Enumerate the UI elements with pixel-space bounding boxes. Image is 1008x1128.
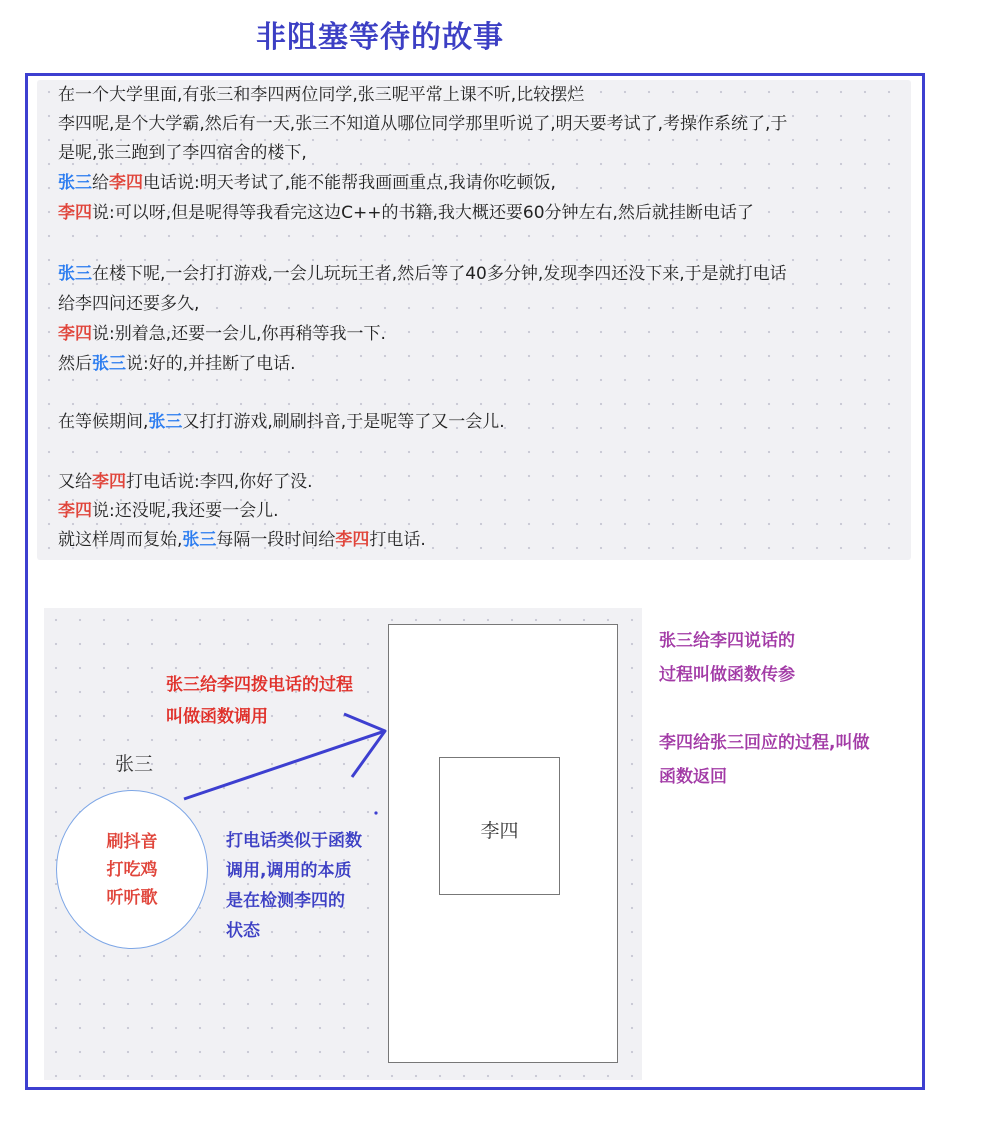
name-zhangsan: 张三 — [182, 530, 217, 550]
call-note-line: 张三给李四拨电话的过程 — [166, 675, 353, 695]
essence-note-line: 调用,调用的本质 — [226, 861, 352, 881]
name-lisi: 李四 — [109, 173, 143, 193]
text-span: 说:别着急,还要一会儿,你再稍等我一下. — [92, 324, 386, 344]
name-lisi: 李四 — [58, 501, 92, 521]
text-span: 然后 — [58, 354, 92, 374]
text-span: 在楼下呢,一会打打游戏,一会儿玩玩王者,然后等了40多分钟,发现李四还没下来,于是就打电话 — [92, 264, 787, 284]
text-span: 又打打游戏,刷刷抖音,于是呢等了又一会儿. — [182, 412, 505, 432]
essence-note — [226, 826, 362, 946]
param-note-line: 过程叫做函数传参 — [659, 665, 795, 685]
param-note — [659, 626, 795, 690]
lisi-label: 李四 — [480, 820, 519, 842]
name-zhangsan: 张三 — [92, 354, 126, 374]
call-arrow-line — [184, 731, 385, 799]
text-span: 打电话说:李四,你好了没. — [126, 472, 313, 492]
zhangsan-label: 张三 — [115, 753, 154, 775]
text-span: 说:好的,并挂断了电话. — [126, 354, 296, 374]
param-note-line: 张三给李四说话的 — [659, 631, 795, 651]
text-span: 给 — [92, 173, 109, 193]
dot-mark — [374, 811, 377, 814]
name-lisi: 李四 — [335, 530, 370, 550]
name-zhangsan: 张三 — [58, 264, 92, 284]
essence-note-line: 打电话类似于函数 — [226, 831, 362, 851]
essence-note-line: 是在检测李四的 — [226, 891, 345, 911]
story-line-7: 给李四问还要多久, — [58, 294, 200, 314]
essence-note-line: 状态 — [226, 921, 260, 941]
activity-item: 刷抖音 — [106, 832, 158, 852]
text-span: 就这样周而复始, — [58, 530, 183, 550]
text-span: 每隔一段时间给 — [216, 530, 336, 550]
text-span: 电话说:明天考试了,能不能帮我画画重点,我请你吃顿饭, — [143, 173, 556, 193]
story-line-3: 是呢,张三跑到了李四宿舍的楼下, — [58, 143, 307, 163]
story-line-1: 在一个大学里面,有张三和李四两位同学,张三呢平常上课不听,比较摆烂 — [58, 85, 585, 105]
name-lisi: 李四 — [58, 324, 92, 344]
call-note-line: 叫做函数调用 — [166, 707, 268, 727]
text-span: 说:还没呢,我还要一会儿. — [92, 501, 279, 521]
activity-item: 打吃鸡 — [106, 860, 158, 880]
text-span: 又给 — [58, 472, 92, 492]
return-note-line: 函数返回 — [659, 767, 727, 787]
name-zhangsan: 张三 — [58, 173, 92, 193]
return-note-line: 李四给张三回应的过程,叫做 — [659, 733, 870, 753]
name-zhangsan: 张三 — [148, 412, 183, 432]
story-line-2: 李四呢,是个大学霸,然后有一天,张三不知道从哪位同学那里听说了,明天要考试了,考操作系统了,于 — [58, 114, 788, 134]
activity-item: 听听歌 — [106, 888, 158, 908]
text-span: 在等候期间, — [58, 412, 149, 432]
name-lisi: 李四 — [58, 203, 92, 223]
call-note — [166, 670, 353, 732]
name-lisi: 李四 — [92, 472, 126, 492]
text-span: 说:可以呀,但是呢得等我看完这边C++的书籍,我大概还要60分钟左右,然后就挂断电话了 — [92, 203, 754, 223]
return-note — [659, 728, 869, 792]
text-span: 打电话. — [369, 530, 426, 550]
page-title: 非阻塞等待的故事 — [256, 20, 504, 55]
